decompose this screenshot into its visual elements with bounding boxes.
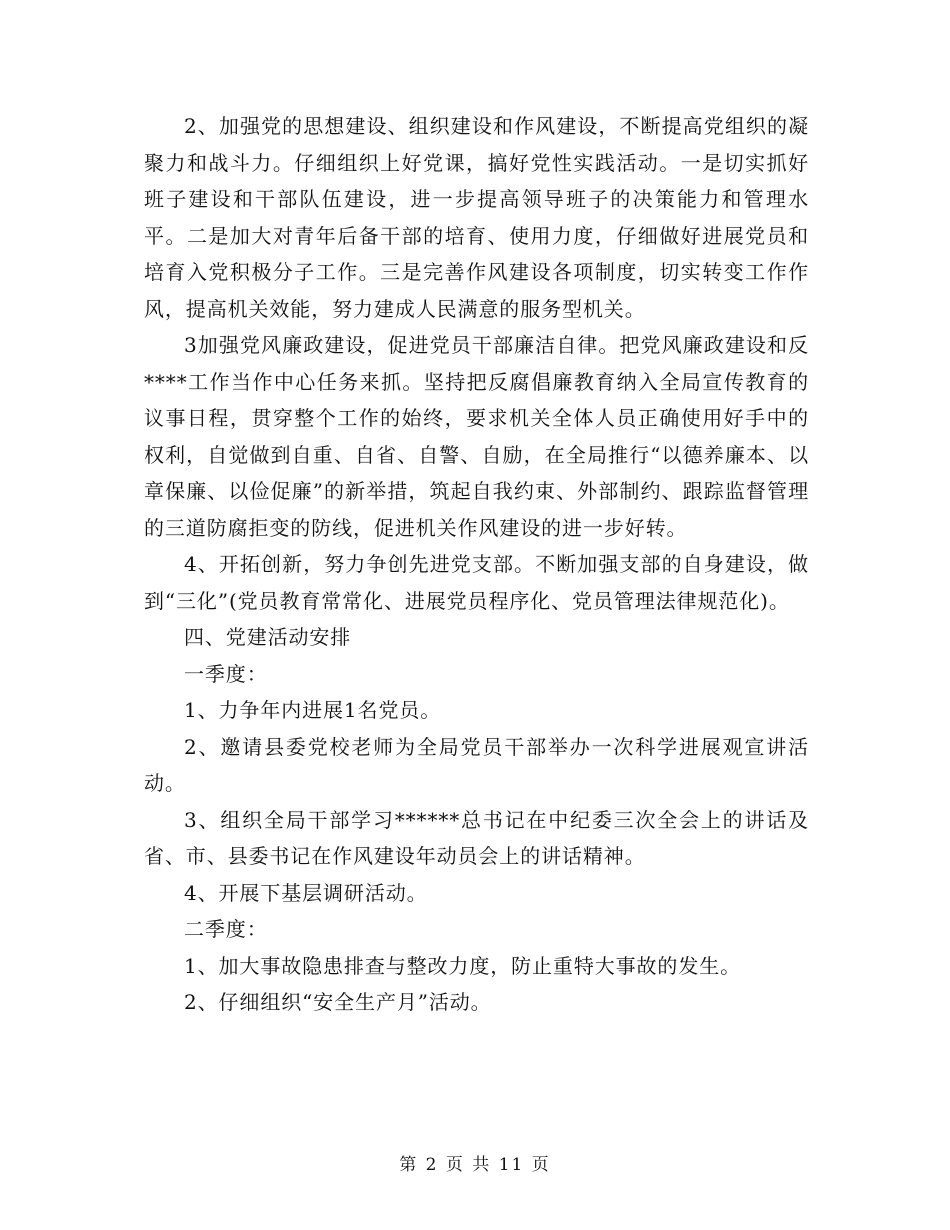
subheading-q1: 一季度： <box>184 661 268 686</box>
paragraph-innovation: 4、开拓创新，努力争创先进党支部。不断加强支部的自身建设，做到“三化”(党员教育常常化、进展党员程序化、党员管理法律规范化)。 <box>144 552 809 613</box>
list-item-q1-3: 3、组织全局干部学习******总书记在中纪委三次全会上的讲话及省、市、县委书记在作风建设年动员会上的讲话精神。 <box>144 807 809 868</box>
list-item-q2-2: 2、仔细组织“安全生产月”活动。 <box>184 990 492 1014</box>
document-body <box>144 108 809 1021</box>
page-number-footer: 第 2 页 共 11 页 <box>399 1155 551 1175</box>
paragraph-integrity-building: 3加强党风廉政建设，促进党员干部廉洁自律。把党风廉政建设和反****工作当作中心任务来抓。坚持把反腐倡廉教育纳入全局宣传教育的议事日程，贯穿整个工作的始终，要求机关全体人员正确使用好手中的权利，自觉做到自重、自省、自警、自励，在全局推行“以德养廉本、以章保廉、以俭促廉”的新举措，筑起自我约束、外部制约、跟踪监督管理的三道防腐拒变的防线，促进机关作风建设的进一步好转。 <box>144 333 809 540</box>
paragraph-party-building: 2、加强党的思想建设、组织建设和作风建设，不断提高党组织的凝聚力和战斗力。仔细组织上好党课，搞好党性实践活动。一是切实抓好班子建设和干部队伍建设，进一步提高领导班子的决策能力和管理水平。二是加大对青年后备干部的培育、使用力度，仔细做好进展党员和培育入党积极分子工作。三是完善作风建设各项制度，切实转变工作作风，提高机关效能，努力建成人民满意的服务型机关。 <box>144 114 809 321</box>
list-item-q1-4: 4、开展下基层调研活动。 <box>184 880 428 905</box>
subheading-q2: 二季度： <box>184 917 268 941</box>
list-item-q1-2: 2、邀请县委党校老师为全局党员干部举办一次科学进展观宣讲活动。 <box>144 734 809 795</box>
section-heading-activities: 四、党建活动安排 <box>184 625 352 649</box>
list-item-q1-1: 1、力争年内进展1名党员。 <box>184 698 442 722</box>
list-item-q2-1: 1、加大事故隐患排查与整改力度，防止重特大事故的发生。 <box>184 953 742 978</box>
